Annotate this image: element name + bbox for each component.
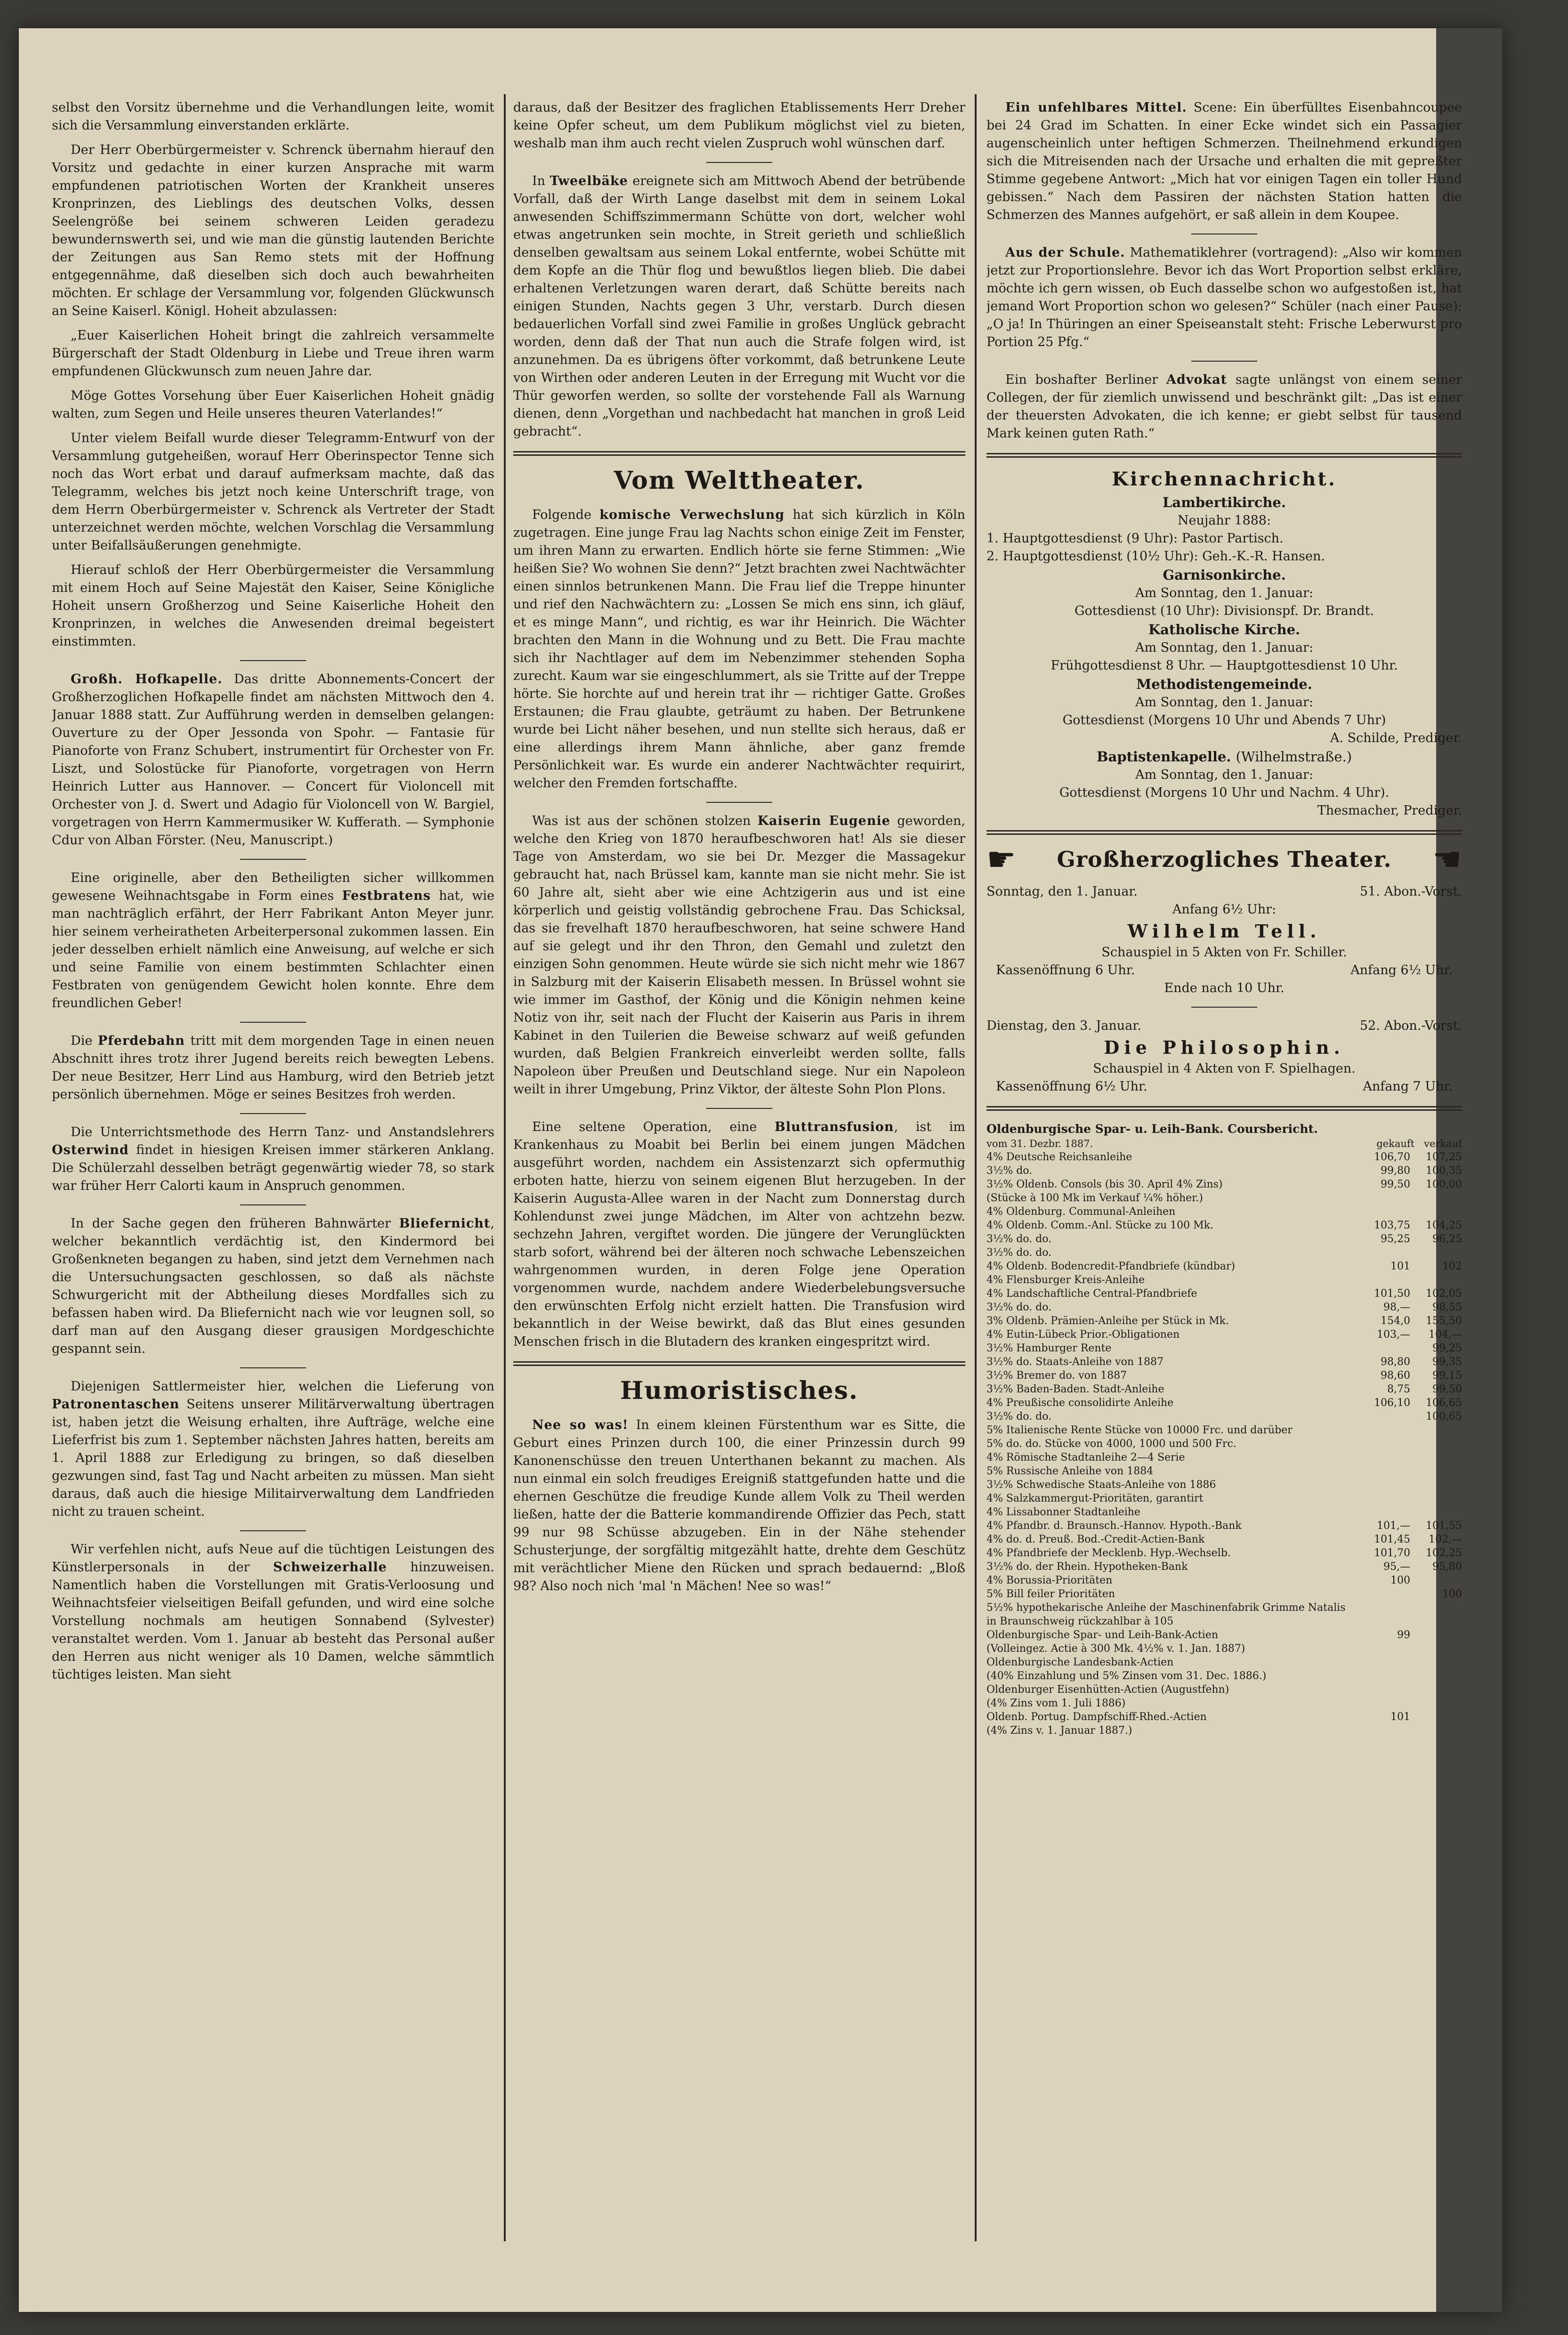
section-rule (986, 1106, 1462, 1111)
sold-price: 95,80 (1432, 1561, 1462, 1573)
article-heading: Schweizerhalle (273, 1560, 387, 1575)
bought-price: 101,50 (1374, 1288, 1410, 1300)
course-table (986, 1150, 1462, 1737)
bought-price (1358, 1410, 1410, 1423)
bought-price: 101,45 (1374, 1534, 1410, 1545)
bought-price: 101,70 (1374, 1547, 1410, 1559)
sold-price (1410, 1656, 1462, 1669)
bought-price: 98,80 (1381, 1356, 1410, 1368)
bought-price (1358, 1341, 1410, 1355)
church-name: Lambertikirche. (1163, 494, 1286, 510)
bought-price: 101 (1390, 1711, 1410, 1723)
security-name: Oldenb. Portug. Dampfschiff-Rhed.-Actien (986, 1711, 1207, 1723)
article-heading: Bliefernicht (399, 1216, 491, 1231)
security-name: 4% Preußische consolidirte Anleihe (986, 1397, 1174, 1409)
table-row (986, 1519, 1462, 1533)
security-name: 3½% do. do. (986, 1233, 1052, 1245)
security-name: (Stücke à 100 Mk im Verkauf ¼% höher.) (986, 1192, 1203, 1204)
security-name: Oldenburger Eisenhütten-Actien (Augustfehn) (986, 1684, 1229, 1696)
bought-price (1358, 1683, 1410, 1697)
article-mittel: Ein unfehlbares Mittel. Scene: Ein überfülltes Eisenbahncoupee bei 24 Grad im Schatten. In einer Ecke windet sich ein Passagier augenscheinlich unter heftigen Schmerzen. Theilnehmend erkundigen sich die Mitreisenden nach der Ursache und erhalten die mit gepreßter Stimme gegebene Antwort: „Mich hat vor einigen Tagen ein toller Hund gebissen.“ Nach dem Passiren der nächsten Station hatten die Schmerzen des Mannes aufgehört, er saß allein in dem Koupee. (986, 100, 1462, 222)
table-row (986, 1683, 1462, 1697)
play-title: Wilhelm Tell. (1127, 921, 1321, 942)
table-row (986, 1546, 1462, 1560)
sold-price (1410, 1492, 1462, 1505)
section-rule (986, 453, 1462, 458)
bought-price: 99,50 (1381, 1179, 1410, 1190)
sold-price (1410, 1437, 1462, 1451)
bought-price (1358, 1451, 1410, 1464)
bought-price: 8,75 (1387, 1383, 1410, 1395)
security-name: (4% Zins vom 1. Juli 1886) (986, 1697, 1126, 1709)
table-row (986, 1697, 1462, 1710)
security-name: 3½% Baden-Baden. Stadt-Anleihe (986, 1383, 1164, 1395)
security-name: 3½% Oldenb. Consols (bis 30. April 4% Zins) (986, 1179, 1223, 1190)
bought-price (1358, 1191, 1410, 1205)
bought-price (1358, 1587, 1410, 1601)
sold-price (1410, 1246, 1462, 1260)
article-tweelbaeke: In Tweelbäke ereignete sich am Mittwoch Abend der betrübende Vorfall, daß der Wirth Lange daselbst mit dem in seinem Lokal anwesenden Schiffszimmermann Schütte von dort, welcher wohl etwas angetrunken sein mochte, in Streit gerieth und schließlich denselben gewaltsam aus seinem Lokal entfernte, wobei Schütte mit dem Kopfe an die Thür flog und bewußtlos liegen blieb. Die dabei erhaltenen Verletzungen waren derart, daß Schütte bereits nach einigen Stunden, Nachts gegen 3 Uhr, verstarb. Durch diesen bedauerlichen Vorfall sind zwei Familie in großes Unglück gebracht worden, denn daß der That nun auch die Strafe folgen wird, ist anzunehmen. Da es übrigens öfter vorkommt, daß betrunkene Leute von Wirthen oder anderen Leuten in der Erregung mit Wucht vor die Thür geworfen werden, so sollte der vorstehende Fall als Warnung dienen, denn „Vorgethan und nachbedacht hat manchen in groß Leid gebracht“. (513, 174, 965, 439)
column-rule (504, 94, 506, 2241)
security-name: 4% Landschaftliche Central-Pfandbriefe (986, 1288, 1197, 1300)
article-hofkapelle: Großh. Hofkapelle. Das dritte Abonnements-Concert der Großherzoglichen Hofkapelle findet am nächsten Mittwoch den 4. Januar 1888 statt. Zur Aufführung werden in demselben gelangen: Ouverture zu der Oper Jessonda von Spohr. — Fantasie für Pianoforte von Franz Schubert, instrumentirt für Orchester von Fr. Liszt, und Solostücke für Pianoforte, vorgetragen von Herrn Heinrich Lutter aus Hannover. — Concert für Violoncell mit Orchester von J. d. Swert und Adagio für Violoncell von W. Bargiel, vorgetragen von Herrn Kammermusiker W. Kufferath. — Symphonie Cdur von Alban Förster. (Neu, Manuscript.) (52, 672, 494, 848)
table-row (986, 1219, 1462, 1232)
article-osterwind: Die Unterrichtsmethode des Herrn Tanz- und Anstandslehrers Osterwind findet in hiesigen Kreisen immer stärkeren Anklang. Die Schülerzahl desselben beträgt gegenwärtig wieder 78, so stark war früher Herr Calorti kaum in Anspruch genommen. (52, 1125, 494, 1193)
table-row (986, 1642, 1462, 1656)
sold-price (1410, 1478, 1462, 1492)
table-row (986, 1492, 1462, 1505)
bought-price (1358, 1642, 1410, 1656)
sold-price: 99,15 (1432, 1370, 1462, 1382)
sold-price: 100,00 (1426, 1179, 1462, 1190)
article-advokat: Ein boshafter Berliner Advokat sagte unlängst von einem seiner Collegen, der für ziemlich unwissend und beschränkt gilt: „Das ist einer der theuersten Advokaten, die ich kenne; er giebt selbst für tausend Mark keinen guten Rath.“ (986, 372, 1462, 441)
table-row (986, 1724, 1462, 1737)
bought-price (1358, 1246, 1410, 1260)
sold-price: 100 (1442, 1588, 1462, 1600)
separator (706, 162, 772, 163)
sold-price (1410, 1710, 1462, 1724)
table-row (986, 1273, 1462, 1287)
church-notices-title: Kirchennachricht. (1112, 468, 1337, 490)
sold-price: 99,50 (1432, 1383, 1462, 1395)
security-name: 4% Pfandbriefe der Mecklenb. Hyp.-Wechselb. (986, 1547, 1231, 1559)
article-kaiserin: Was ist aus der schönen stolzen Kaiserin Eugenie geworden, welche den Krieg von 1870 heraufbeschworen hat! Als sie dieser Tage von Amsterdam, wo sie bei Dr. Mezger die Massagekur gebraucht hat, nach Brüssel kam, kannte man sie nicht mehr. Sie ist 60 Jahre alt, sieht aber wie eine Achtzigerin aus und ist eine körperlich und geistig vollständig gebrochene Frau. Das Schicksal, das sie frevelhaft 1870 heraufbeschworen, hat seine schwere Hand auf sie gelegt und ihr den Thron, den Gemahl und zuletzt den einzigen Sohn genommen. Heute würde sie sich nicht mehr wie 1867 in Salzburg mit der Kaiserin Elisabeth messen. In Brüssel wohnt sie wie immer im Gasthof, der König und die Königin nehmen keine Notiz von ihr, seit nach der Flucht der Kaiserin aus Paris in ihrem Kabinet in den Tuilerien die Beweise schwarz auf weiß gefunden wurden, daß Belgien Frankreich einverleibt werden sollte, falls Napoleon über Preußen und Deutschland siege. Nur ein Napoleon weilt in ihrer Umgebung, Prinz Viktor, der älteste Sohn Plon Plons. (513, 814, 965, 1097)
bought-price: 101,— (1377, 1520, 1410, 1532)
separator (240, 1022, 306, 1023)
article-heading: Patronentaschen (52, 1397, 180, 1412)
bought-price: 101 (1390, 1260, 1410, 1272)
article-heading: Tweelbäke (550, 174, 628, 188)
table-row (986, 1150, 1462, 1164)
table-row (986, 1246, 1462, 1260)
column-1 (52, 99, 494, 1690)
security-name: 5% Bill feiler Prioritäten (986, 1588, 1115, 1600)
church-name: Methodistengemeinde. (1136, 676, 1312, 692)
table-row (986, 1341, 1462, 1355)
table-row (986, 1505, 1462, 1519)
article-heading: Großh. Hofkapelle. (71, 672, 223, 687)
pointing-hand-right-icon: ☛ (1432, 840, 1462, 879)
security-name: 3½% Schwedische Staats-Anleihe von 1886 (986, 1479, 1216, 1491)
table-row (986, 1560, 1462, 1574)
article-festbraten: Eine originelle, aber den Betheiligten sicher willkommen gewesene Weihnachtsgabe in Form eines Festbratens hat, wie man nachträglich erfährt, der Herr Fabrikant Anton Meyer junr. hier seinem verheiratheten Arbeiterpersonal zukommen lassen. Ein jeder desselben erhielt nämlich eine Anweisung, auf welche er sich und seine Familie von einem bestimmten Schlachter einen Festbraten von genügendem Gewicht holen konnte. Ehre dem freundlichen Geber! (52, 871, 494, 1010)
pointing-hand-left-icon: ☛ (986, 840, 1016, 879)
sold-price: 102,— (1429, 1534, 1462, 1545)
security-name: 4% Pfandbr. d. Braunsch.-Hannov. Hypoth.-Bank (986, 1520, 1242, 1532)
article-pferdebahn: Die Pferdebahn tritt mit dem morgenden Tage in einen neuen Abschnitt ihres trotz ihrer Jugend bereits reich bewegten Lebens. Der neue Besitzer, Herr Lind aus Hamburg, wird den Betrieb jetzt persönlich übernehmen. Möge er seines Besitzes froh werden. (52, 1034, 494, 1102)
bought-price: 99 (1397, 1629, 1410, 1641)
table-row (986, 1260, 1462, 1273)
sold-price (1410, 1642, 1462, 1656)
sold-price (1410, 1464, 1462, 1478)
article-heading: Pferdebahn (97, 1034, 185, 1048)
bought-price (1358, 1601, 1410, 1628)
table-row (986, 1478, 1462, 1492)
table-row (986, 1451, 1462, 1464)
table-row (986, 1656, 1462, 1669)
table-row (986, 1301, 1462, 1314)
sold-price: 102 (1442, 1260, 1462, 1272)
table-row (986, 1587, 1462, 1601)
table-row (986, 1410, 1462, 1423)
column-3: Ein unfehlbares Mittel. Scene: Ein überfülltes Eisenbahncoupee bei 24 Grad im Schatten. In einer Ecke windet sich ein Passagier augenscheinlich unter heftigen Schmerzen. Theilnehmend erkundigen sich die Mitreisenden nach der Ursache und erhalten die mit gepreßter Stimme gegebene Antwort: „Mich hat vor einigen Tagen ein toller Hund gebissen.“ Nach dem Passiren der nächsten Station hatten die Schmerzen des Mannes aufgehört, er saß allein in dem Koupee. Aus der Schule. Mathematiklehrer (vortragend): „Also wir kommen jetzt zur Proportionslehre. Bevor ich das Wort Proportion selbst erkläre, möchte ich gern wissen, ob Euch dasselbe schon wo aufgestoßen ist, hat jemand Wort Proportion schon wo gelesen?“ Schüler (nach einer Pause): „O ja! In Thüringen an einer Speiseanstalt steht: Frische Leberwurst pro Portion 25 Pfg.“ Ein boshafter Berliner Advokat sagte unlängst von einem seiner Collegen, der für ziemlich unwissend und beschränkt gilt: „Das ist einer der theuersten Advokaten, die ich kenne; er giebt selbst für tausend Mark keinen guten Rath.“ Kirchennachricht. Lambertikirche. Neujahr 1888: 1. Hauptgottesdienst (9 Uhr): Pastor Partisch. 2. Hauptgottesdienst (10½ Uhr): Geh.-K.-R. Hansen. Garnisonkirche. Am Sonntag, den 1. Januar: Gottesdienst (10 Uhr): Divisionspf. Dr. Brandt. Katholische Kirche. Am Sonntag, den 1. Januar: Frühgottesdienst 8 Uhr. — Hauptgottesdienst 10 Uhr. Methodistengemeinde. Am Sonntag, den 1. Januar: Gottesdienst (Morgens 10 Uhr und Abends 7 Uhr) A. Schilde, Prediger. Baptistenkapelle. (Wilhelmstraße.) Am Sonntag, den 1. Januar: Gottesdienst (Morgens 10 Uhr und Nachm. 4 Uhr). Thesmacher, Prediger. ☛ Großherzogliches Theater. ☛ Sonntag, den 1. Januar. 51. Abon.-Vorst. Anfang 6½ Uhr: Wilhelm Tell. Schauspiel in 5 Akten von Fr. Schiller. Kassenöffnung 6 Uhr. Anfang 6½ Uhr. Ende nach 10 Uhr. Dienstag, den 3. Januar. 52. Abon.-Vorst. Die Philosophin. Schauspiel in 4 Akten von F. Spielhagen. Kassenöffnung 6½ Uhr. Anfang 7 Uhr. Oldenburgische Spar- u. Leih-Bank. Coursbericht. vom 31. Dezbr. 1887. gekauft verkauf 4% Deutsche Reichsanleihe 106,70 107,25 3½% do. 99,80 100,35 3½% Oldenb. Consols (bis 30. April 4% Zins) 99,50 100,00 (Stücke à 100 Mk im Verkauf ¼% höher.) 4% Oldenburg. Communal-Anleihen 4% Oldenb. Comm.-Anl. Stücke zu 100 Mk. 103,75 104,25 3½% do. do. 95,25 96,25 3½% do. do. 4% Oldenb. Bodencredit-Pfandbriefe (kündbar) 101 102 4% Flensburger Kreis-Anleihe 4% Landschaftliche Central-Pfandbriefe 101,50 102,05 3½% do. do. 98,— 98,55 3% Oldenb. Prämien-Anleihe per Stück in Mk. 154,0 155,50 4% Eutin-Lübeck Prior.-Obligationen 103,— 104,— 3½% Hamburger Rente 99,25 3½% do. Staats-Anleihe von 1887 98,80 99,35 3½% Bremer do. von 1887 98,60 99,15 3½% Baden-Baden. Stadt-Anleihe 8,75 99,50 4% Preußische consolidirte Anleihe 106,10 106,65 3½% do. do. 100,65 5% Italienische Rente Stücke von 10000 Frc. und darüber 5% do. do. Stücke von 4000, 1000 und 500 Frc. 4% Römische Stadtanleihe 2—4 Serie 5% Russische Anleihe von 1884 3½% Schwedische Staats-Anleihe von 1886 4% Salzkammergut-Prioritäten, garantirt 4% Lissabonner Stadtanleihe 4% Pfandbr. d. Braunsch.-Hannov. Hypoth.-Bank 101,— 101,55 4% do. d. Preuß. Bod.-Credit-Actien-Bank 101,45 102,— 4% Pfandbriefe der Mecklenb. Hyp.-Wechselb. 101,70 102,25 3½% do. der Rhein. Hypotheken-Bank 95,— 95,80 4% Borussia-Prioritäten 100 5% Bill feiler Prioritäten 100 5½% hypothekarische Anleihe der Maschinenfabrik Grimme Natalis in Braunschweig rückzahlbar à 105 Oldenburgische Spar- und Leih-Bank-Actien 99 (Volleingez. Actie à 300 Mk. 4½% v. 1. Jan. 1887) Oldenburgische Landesbank-Actien (40% Einzahlung und 5% Zinsen vom 31. Dec. 1886.) Oldenburger Eisenhütten-Actien (Augustfehn) (4% Zins vom 1. Juli 1886) Oldenb. Portug. Dampfschiff-Rhed.-Actien 101 (4% Zins v. 1. Januar 1887.) (986, 99, 1462, 1737)
separator (240, 859, 306, 860)
quote-paragraph: „Euer Kaiserlichen Hoheit bringt die zahlreich versammelte Bürgerschaft der Stadt Oldenburg in Liebe und Treue ihren warm empfundenen Glückwunsch zum neuen Jahre dar. (52, 328, 494, 379)
table-row (986, 1423, 1462, 1437)
article-paragraph: Hierauf schloß der Herr Oberbürgermeister die Versammlung mit einem Hoch auf Seine Majestät den Kaiser, Seine Königliche Hoheit unsern Großherzog und Seine Kaiserliche Hoheit den Kronprinzen, in welches die Anwesenden dreimal begeistert einstimmten. (52, 563, 494, 649)
bought-price: 154,0 (1381, 1315, 1410, 1327)
bought-price: 106,10 (1374, 1397, 1410, 1409)
bought-price (1358, 1205, 1410, 1219)
article-heading: Nee so was! (532, 1418, 629, 1432)
play-title: Die Philosophin. (1104, 1037, 1345, 1058)
article-schweizerhalle: Wir verfehlen nicht, aufs Neue auf die tüchtigen Leistungen des Künstlerpersonals in der Schweizerhalle hinzuweisen. Namentlich haben die Vorstellungen mit Gratis-Verloosung und Weihnachtsfeier vielseitigen Beifall gefunden, und wird eine solche Vorstellung nochmals am heutigen Sonnabend (Sylvester) veranstaltet werden. Vom 1. Januar ab besteht das Personal außer den Herren aus nicht weniger als 10 Damen, welche sämmtlich tüchtiges leisten. Man sieht (52, 1542, 494, 1682)
separator (240, 1367, 306, 1368)
bought-price: 100 (1390, 1575, 1410, 1586)
sold-price: 106,65 (1426, 1397, 1462, 1409)
article-heading: Osterwind (52, 1143, 129, 1157)
sold-price (1410, 1724, 1462, 1737)
security-name: 4% Oldenb. Comm.-Anl. Stücke zu 100 Mk. (986, 1220, 1213, 1231)
security-name: 4% Römische Stadtanleihe 2—4 Serie (986, 1452, 1185, 1463)
table-row (986, 1164, 1462, 1178)
course-report-title: Oldenburgische Spar- u. Leih-Bank. Coursbericht. (986, 1122, 1318, 1136)
bought-price: 99,80 (1381, 1165, 1410, 1177)
security-name: 3½% do. do. (986, 1411, 1052, 1422)
table-row (986, 1396, 1462, 1410)
security-name: 3½% do. do. (986, 1301, 1052, 1313)
bought-price (1358, 1505, 1410, 1519)
theater-title: Großherzogliches Theater. (1057, 847, 1392, 872)
sold-price (1410, 1683, 1462, 1697)
security-name: Oldenburgische Spar- und Leih-Bank-Actien (986, 1629, 1219, 1641)
article-schule: Aus der Schule. Mathematiklehrer (vortragend): „Also wir kommen jetzt zur Proportionslehre. Bevor ich das Wort Proportion selbst erkläre, möchte ich gern wissen, ob Euch dasselbe schon wo aufgestoßen ist, hat jemand Wort Proportion schon wo gelesen?“ Schüler (nach einer Pause): „O ja! In Thüringen an einer Speiseanstalt steht: Frische Leberwurst pro Portion 25 Pfg.“ (986, 245, 1462, 349)
article-verwechslung: Folgende komische Verwechslung hat sich kürzlich in Köln zugetragen. Eine junge Frau lag Nachts schon einige Zeit im Fenster, um ihren Mann zu erwarten. Endlich hörte sie ferne Stimmen: „Wie heißen Sie? Wo wohnen Sie denn?“ Jetzt brachten zwei Nachtwächter einen sinnlos betrunkenen Mann. Die Frau lief die Treppe hinunter und rief den Nachwächtern zu: „Lossen Se mich ens sinn, ich gläuf, et es minge Mann“, und richtig, es war ihr Heinrich. Die Wächter brachten den Mann in die Wohnung und zu Bett. Die Frau machte sich ihr Nachtlager auf dem im Nebenzimmer stehenden Sopha zurecht. Kaum war sie eingeschlummert, als sie Tritte auf der Treppe hörte. Sie horchte auf und herein trat ihr — richtiger Gatte. Großes Erstaunen; die Frau glaubte, geträumt zu haben. Der Betrunkene wurde bei Licht näher besehen, und nun stellte sich heraus, daß er eine allerdings ihrem Mann ähnliche, aber ganz fremde Persönlichkeit war. Es wurde ein anderer Nachtwächter requirirt, welcher den Fremden fortschaffte. (513, 508, 965, 791)
article-heading: komische Verwechslung (599, 508, 785, 522)
sold-price (1410, 1628, 1462, 1642)
church-name: Baptistenkapelle. (Wilhelmstraße.) (1096, 749, 1352, 765)
table-row (986, 1710, 1462, 1724)
sold-price: 99,35 (1432, 1356, 1462, 1368)
sold-price (1410, 1505, 1462, 1519)
table-row (986, 1533, 1462, 1546)
sold-price (1410, 1451, 1462, 1464)
article-bliefernicht: In der Sache gegen den früheren Bahnwärter Bliefernicht, welcher bekanntlich verdächtig ist, den Kindermord bei Großenkneten begangen zu haben, sind jetzt dem Vernehmen nach die Untersuchungsacten geschlossen, so daß als nächste Schwurgericht mit der Abtheilung dieses Mordfalles sich zu befassen haben wird. Da Bliefernicht nach wie vor leugnen soll, so darf man auf den Ausgang dieser grausigen Mordgeschichte gespannt sein. (52, 1216, 494, 1356)
bought-price (1358, 1669, 1410, 1683)
bought-price (1358, 1437, 1410, 1451)
bought-price (1358, 1724, 1410, 1737)
sold-price (1410, 1423, 1462, 1437)
column-2 (513, 99, 965, 1602)
section-rule (513, 451, 965, 456)
sold-price: 99,25 (1432, 1342, 1462, 1354)
article-heading: Festbratens (342, 889, 431, 903)
bought-price: 95,— (1383, 1561, 1410, 1573)
separator (1191, 1007, 1257, 1008)
sold-price (1410, 1669, 1462, 1683)
security-name: (Volleingez. Actie à 300 Mk. 4½% v. 1. Jan. 1887) (986, 1643, 1245, 1655)
bought-price (1358, 1464, 1410, 1478)
security-name: 3½% Bremer do. von 1887 (986, 1370, 1127, 1382)
sold-price: 100,35 (1426, 1165, 1462, 1177)
sold-price: 96,25 (1432, 1233, 1462, 1245)
table-row (986, 1382, 1462, 1396)
table-row (986, 1232, 1462, 1246)
security-name: 5% Russische Anleihe von 1884 (986, 1465, 1154, 1477)
section-rule (513, 1361, 965, 1366)
bought-price: 95,25 (1381, 1233, 1410, 1245)
security-name: 4% Eutin-Lübeck Prior.-Obligationen (986, 1329, 1180, 1341)
article-paragraph: selbst den Vorsitz übernehme und die Verhandlungen leite, womit sich die Versammlung einverstanden erklärte. (52, 100, 494, 133)
sold-price: 104,— (1429, 1329, 1462, 1341)
article-heading: Advokat (1166, 372, 1228, 387)
article-bluttransfusion: Eine seltene Operation, eine Bluttransfusion, ist im Krankenhaus zu Moabit bei Berlin bei einem jungen Mädchen ausgeführt worden, nachdem ein Assistenzarzt sich opfermuthig erboten hatte, hierzu von seinem eigenen Blut herzugeben. In der Kaiserin Augusta-Allee waren in der Nacht zum Donnerstag durch Kohlendunst zwei junge Mädchen, im Alter von achtzehn bezw. sechzehn Jahren, vergiftet worden. Die jüngere der Verunglückten starb sofort, während bei der älteren noch schwache Lebenszeichen wahrgenommen wurden, in deren Folge jene Operation vorgenommen wurde, nachdem andere Wiederbelebungsversuche den erwünschten Erfolg nicht erzielt hatten. Die Transfusion wird bekanntlich in der Weise bewirkt, daß das Blut eines gesunden Menschen frisch in die Blutadern des kranken eingespritzt wird. (513, 1120, 965, 1349)
separator (240, 1113, 306, 1114)
table-row (986, 1355, 1462, 1369)
bought-price (1358, 1697, 1410, 1710)
column-rule (975, 94, 977, 2241)
table-row (986, 1328, 1462, 1341)
table-row (986, 1574, 1462, 1587)
security-name: 3½% do. Staats-Anleihe von 1887 (986, 1356, 1164, 1368)
security-name: 4% Salzkammergut-Prioritäten, garantirt (986, 1493, 1204, 1504)
security-name: 4% Borussia-Prioritäten (986, 1575, 1113, 1586)
bought-price: 103,75 (1374, 1220, 1410, 1231)
sold-price: 102,05 (1426, 1288, 1462, 1300)
bought-price: 103,— (1377, 1329, 1410, 1341)
article-paragraph: daraus, daß der Besitzer des fraglichen Etablissements Herr Dreher keine Opfer scheut, um dem Publikum möglichst viel zu bieten, weshalb man ihm auch recht vielen Zuspruch wohl wünschen darf. (513, 100, 965, 151)
section-heading-welttheater: Vom Welttheater. (614, 466, 865, 495)
security-name: 4% do. d. Preuß. Bod.-Credit-Actien-Bank (986, 1534, 1205, 1545)
security-name: 3½% do. der Rhein. Hypotheken-Bank (986, 1561, 1188, 1573)
bought-price (1358, 1492, 1410, 1505)
sold-price: 104,25 (1426, 1220, 1462, 1231)
bought-price: 106,70 (1374, 1151, 1410, 1163)
table-row (986, 1205, 1462, 1219)
sold-price: 100,65 (1426, 1411, 1462, 1422)
table-row (986, 1178, 1462, 1191)
security-name: 4% Oldenburg. Communal-Anleihen (986, 1206, 1176, 1218)
article-heading: Kaiserin Eugenie (757, 814, 890, 828)
church-name: Garnisonkirche. (1163, 567, 1286, 583)
sold-price (1410, 1205, 1462, 1219)
article-nee-so-was: Nee so was! In einem kleinen Fürstenthum war es Sitte, die Geburt eines Prinzen durch 100, die einer Prinzessin durch 99 Kanonenschüsse den treuen Unterthanen bekannt zu machen. Als nun einmal ein solch freudiges Ereigniß stattgefunden hatte und die ehernen Geschütze die freudige Kunde allem Volk zu Theil werden ließen, hatte der die Batterie kommandirende Offizier das Pech, statt 99 nur 98 Schüsse abzugeben. Ein in der Nähe stehender Schusterjunge, der sorgfältig mitgezählt hatte, drehte dem Geschütz mit verächtlicher Miene den Rücken und sprach bedauernd: „Bloß 98? Also noch nich 'mal 'n Mächen! Nee so was!“ (513, 1418, 965, 1593)
bought-price (1358, 1423, 1410, 1437)
security-name: (4% Zins v. 1. Januar 1887.) (986, 1725, 1132, 1737)
table-row (986, 1628, 1462, 1642)
bought-price (1358, 1656, 1410, 1669)
separator (240, 660, 306, 661)
article-heading: Bluttransfusion (775, 1120, 894, 1134)
sold-price (1410, 1601, 1462, 1628)
theater-header (986, 840, 1462, 879)
security-name: Oldenburgische Landesbank-Actien (986, 1656, 1174, 1668)
article-patronentaschen: Diejenigen Sattlermeister hier, welchen die Lieferung von Patronentaschen Seitens unserer Militärverwaltung übertragen ist, haben jetzt die Weisung erhalten, ihre Aufträge, welche eine Lieferfrist bis zum 1. September nächsten Jahres hatten, bereits am 1. April 1888 zur Erledigung zu bringen, so daß dieselben gezwungen sind, fast Tag und Nacht arbeiten zu müssen. Man sieht daraus, daß auch die hiesige Militairverwaltung dem Landfrieden nicht zu trauen scheint. (52, 1379, 494, 1519)
sold-price: 155,50 (1426, 1315, 1462, 1327)
section-heading-humoristisches: Humoristisches. (620, 1376, 859, 1405)
bought-price (1358, 1478, 1410, 1492)
separator (240, 1204, 306, 1205)
security-name: 4% Lissabonner Stadtanleihe (986, 1506, 1140, 1518)
security-name: 5% do. do. Stücke von 4000, 1000 und 500 Frc. (986, 1438, 1237, 1450)
table-row (986, 1369, 1462, 1382)
table-row (986, 1669, 1462, 1683)
table-row (986, 1464, 1462, 1478)
table-row (986, 1287, 1462, 1301)
sold-price: 102,25 (1426, 1547, 1462, 1559)
sold-price: 107,25 (1426, 1151, 1462, 1163)
bought-price (1358, 1273, 1410, 1287)
security-name: 4% Flensburger Kreis-Anleihe (986, 1274, 1145, 1286)
security-name: 3% Oldenb. Prämien-Anleihe per Stück in Mk. (986, 1315, 1229, 1327)
bought-price: 98,60 (1381, 1370, 1410, 1382)
security-name: 3½% do. (986, 1165, 1033, 1177)
security-name: 5% Italienische Rente Stücke von 10000 Frc. und darüber (986, 1424, 1293, 1436)
security-name: 3½% do. do. (986, 1247, 1052, 1259)
separator (1191, 361, 1257, 362)
separator (706, 802, 772, 803)
table-row (986, 1601, 1462, 1628)
article-heading: Ein unfehlbares Mittel. (1005, 100, 1187, 115)
security-name: 3½% Hamburger Rente (986, 1342, 1112, 1354)
table-row (986, 1191, 1462, 1205)
article-paragraph: Unter vielem Beifall wurde dieser Telegramm-Entwurf von der Versammlung gutgeheißen, worauf Herr Oberinspector Tenne sich noch das Wort erbat und darauf aufmerksam machte, daß das Telegramm, welches bis jetzt noch keine Unterschrift trage, von dem Herrn Oberbürgermeister v. Schrenck als Vertreter der Stadt unterzeichnet werden möchte, welchen Vorschlag die Versammlung unter Beifallsäußerungen genehmigte. (52, 431, 494, 553)
sold-price (1410, 1191, 1462, 1205)
security-name: (40% Einzahlung und 5% Zinsen vom 31. Dec. 1886.) (986, 1670, 1267, 1682)
sold-price (1410, 1697, 1462, 1710)
sold-price (1410, 1574, 1462, 1587)
security-name: 4% Deutsche Reichsanleihe (986, 1151, 1132, 1163)
quote-paragraph: Möge Gottes Vorsehung über Euer Kaiserlichen Hoheit gnädig walten, zum Segen und Heile unseres theuren Vaterlandes!“ (52, 388, 494, 421)
section-rule (986, 830, 1462, 835)
table-row (986, 1437, 1462, 1451)
bought-price: 98,— (1383, 1301, 1410, 1313)
security-name: 5½% hypothekarische Anleihe der Maschinenfabrik Grimme Natalis in Braunschweig rückzahlbar à 105 (986, 1602, 1346, 1627)
table-row (986, 1314, 1462, 1328)
sold-price (1410, 1273, 1462, 1287)
article-heading: Aus der Schule. (1005, 245, 1125, 260)
church-name: Katholische Kirche. (1148, 622, 1301, 638)
newspaper-page (19, 28, 1502, 2312)
security-name: 4% Oldenb. Bodencredit-Pfandbriefe (kündbar) (986, 1260, 1235, 1272)
separator (240, 1530, 306, 1531)
separator (706, 1108, 772, 1109)
sold-price: 98,55 (1432, 1301, 1462, 1313)
sold-price: 101,55 (1426, 1520, 1462, 1532)
article-paragraph: Der Herr Oberbürgermeister v. Schrenck übernahm hierauf den Vorsitz und gedachte in einer kurzen Ansprache mit warm empfundenen patriotischen Worten der Krankheit unseres Kronprinzen, des Lieblings des deutschen Volks, dessen Seelengröße bei seinem schweren Leiden geradezu bewundernswerth sei, und wie man die günstig lautenden Berichte der Zeitungen aus San Remo stets mit der Hoffnung entgegennähme, daß dieselben sich doch auch bewahrheiten möchten. Er schlage der Versammlung vor, folgenden Glückwunsch an Seine Kaiserl. Königl. Hoheit abzulassen: (52, 143, 494, 318)
